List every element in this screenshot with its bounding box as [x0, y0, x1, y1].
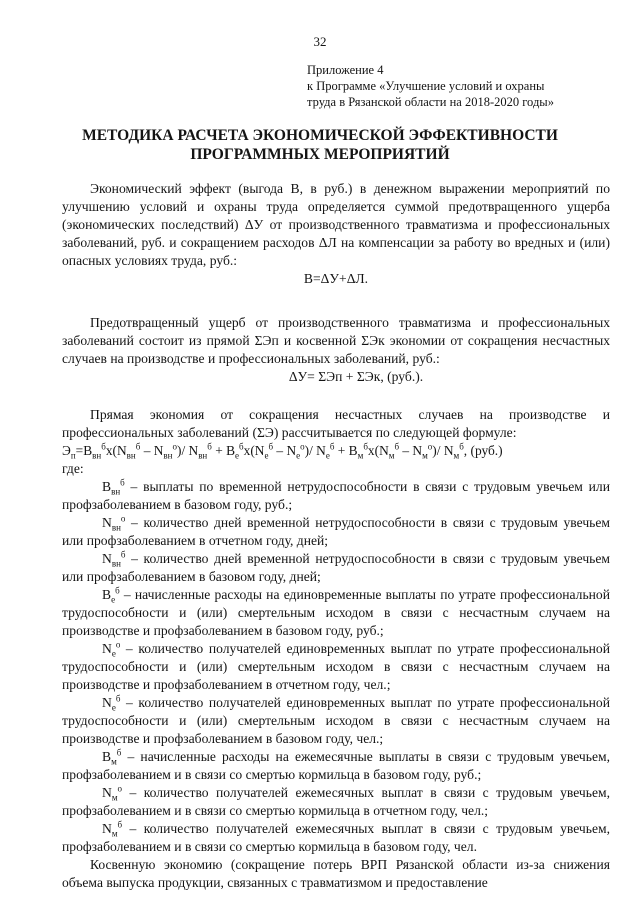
- formula-symbol: $N_м^о$: [412, 441, 433, 461]
- definition-symbol: $В_{вн}^б$: [102, 477, 125, 497]
- definition-text: – начисленные расходы на ежемесячные выплаты в связи с трудовым увечьем, профзаболеванием и в связи со смертью кормильца в базовом году, руб.;: [62, 749, 610, 782]
- formula-symbol: $В_е^б$: [226, 441, 244, 461]
- formula-symbol: $Э_п$: [62, 443, 76, 461]
- definition-symbol: $N_{вн}^б$: [102, 549, 126, 569]
- formula-symbol: $N_м^б$: [379, 441, 400, 461]
- formula-direct-savings: $Э_п=В_{вн}^бx(N_{вн}^б - N_{вн}^о)/$ $N_{вн}^б + В_е^бx(N_е^б - N_е^о)/$ $N_е^б + В_м^бx(N_м^б - N_м^о)/$ $N_м^б$, (руб.): [62, 441, 503, 461]
- appendix-line-2: к Программе «Улучшение условий и охраны: [307, 79, 545, 93]
- formula-symbol: $N_{вн}^б$: [117, 441, 141, 461]
- paragraph-prevented-damage: Предотвращенный ущерб от производственного травматизма и профессиональных заболеваний состоит из прямой ΣЭп и косвенной ΣЭк экономии от сокращения несчастных случаев на производстве и профессиональных заболеваний, руб.:: [62, 315, 610, 366]
- definition-item: [62, 784, 610, 820]
- definition-item: [62, 748, 610, 784]
- definition-symbol: $N_{вн}^о$: [102, 513, 126, 533]
- definition-item: [62, 514, 610, 550]
- definition-item: [62, 820, 610, 856]
- document-title: [60, 126, 580, 164]
- definitions-list: [62, 478, 610, 856]
- appendix-note: [307, 62, 627, 110]
- definition-text: – количество дней временной нетрудоспособности в связи с трудовым увечьем или профзаболеванием в базовом году, дней;: [62, 551, 610, 584]
- definition-symbol: $N_м^б$: [102, 819, 123, 839]
- title-line-1: МЕТОДИКА РАСЧЕТА ЭКОНОМИЧЕСКОЙ ЭФФЕКТИВНОСТИ: [82, 127, 558, 144]
- definition-text: – количество получателей ежемесячных выплат в связи с трудовым увечьем, профзаболеванием и в связи со смертью кормильца в базовом году, чел.: [62, 821, 610, 854]
- formula-symbol: $N_е^б$: [316, 441, 335, 461]
- definition-text: – начисленные расходы на единовременные выплаты по утрате профессиональной трудоспособности и (или) смертельным исходом в связи с несчастным случаем на производстве и профзаболеванием в базовом году, руб.;: [62, 587, 610, 638]
- where-label: где:: [62, 461, 84, 476]
- definition-symbol: $В_е^б$: [102, 585, 120, 605]
- definition-symbol: $N_м^о$: [102, 783, 123, 803]
- document-body: [62, 180, 610, 892]
- definition-item: [62, 550, 610, 586]
- definition-item: [62, 586, 610, 640]
- formula-symbol: $N_{вн}^б$: [188, 441, 212, 461]
- appendix-line-1: Приложение 4: [307, 63, 384, 77]
- definition-text: – выплаты по временной нетрудоспособности в связи с трудовым увечьем или профзаболеванием в базовом году, руб.;: [62, 479, 610, 512]
- formula-symbol: $N_{вн}^о$: [153, 441, 177, 461]
- paragraph-direct-savings: Прямая экономия от сокращения несчастных случаев на производстве и профессиональных заболеваний (ΣЭ) рассчитывается по следующей формуле:: [62, 407, 610, 440]
- formula-effect: В=ΔУ+ΔЛ.: [303, 271, 369, 286]
- formula-symbol: $N_е^б$: [254, 441, 274, 461]
- definition-text: – количество получателей единовременных выплат по утрате профессиональной трудоспособности и (или) смертельным исходом в связи с несчастным случаем на производстве и профзаболеванием в базовом году, чел.;: [62, 695, 610, 746]
- paragraph-economic-effect: Экономический эффект (выгода В, в руб.) в денежном выражении мероприятий по улучшению условий и охраны труда определяется суммой предотвращенного ущерба (экономических последствий) ΔУ от производственного травматизма и профессиональных заболеваний, руб. и сокращением расходов ΔЛ на компенсации за работу во вредных и (или) опасных условиях труда, руб.:: [62, 181, 610, 268]
- paragraph-indirect-savings: Косвенную экономию (сокращение потерь ВРП Рязанской области из-за снижения объема выпуска продукции, связанных с травматизмом и предоставление: [62, 857, 610, 890]
- formula-symbol: $В_{вн}^б$: [83, 441, 106, 461]
- definition-item: [62, 640, 610, 694]
- title-line-2: ПРОГРАММНЫХ МЕРОПРИЯТИЙ: [190, 146, 450, 163]
- page-number: 32: [313, 34, 327, 49]
- definition-text: – количество дней временной нетрудоспособности в связи с трудовым увечьем или профзаболеванием в отчетном году, дней;: [62, 515, 610, 548]
- appendix-line-3: труда в Рязанской области на 2018-2020 годы»: [307, 95, 554, 109]
- definition-item: [62, 478, 610, 514]
- definition-symbol: $В_м^б$: [102, 747, 122, 767]
- definition-symbol: $N_е^о$: [102, 639, 121, 659]
- formula-symbol: $N_м^б$: [443, 441, 464, 461]
- definition-symbol: $N_е^б$: [102, 693, 121, 713]
- definition-text: – количество получателей ежемесячных выплат в связи с трудовым увечьем, профзаболеванием и в связи со смертью кормильца в отчетном году, чел.;: [62, 785, 610, 818]
- definition-item: [62, 694, 610, 748]
- formula-symbol: $В_м^б$: [348, 441, 368, 461]
- formula-damage: ΔУ= ΣЭп + ΣЭк, (руб.).: [288, 369, 424, 384]
- definition-text: – количество получателей единовременных выплат по утрате профессиональной трудоспособности и (или) смертельным исходом в связи с несчастным случаем на производстве и профзаболеванием в отчетном году, чел.;: [62, 641, 610, 692]
- formula-symbol: $N_е^о$: [286, 441, 305, 461]
